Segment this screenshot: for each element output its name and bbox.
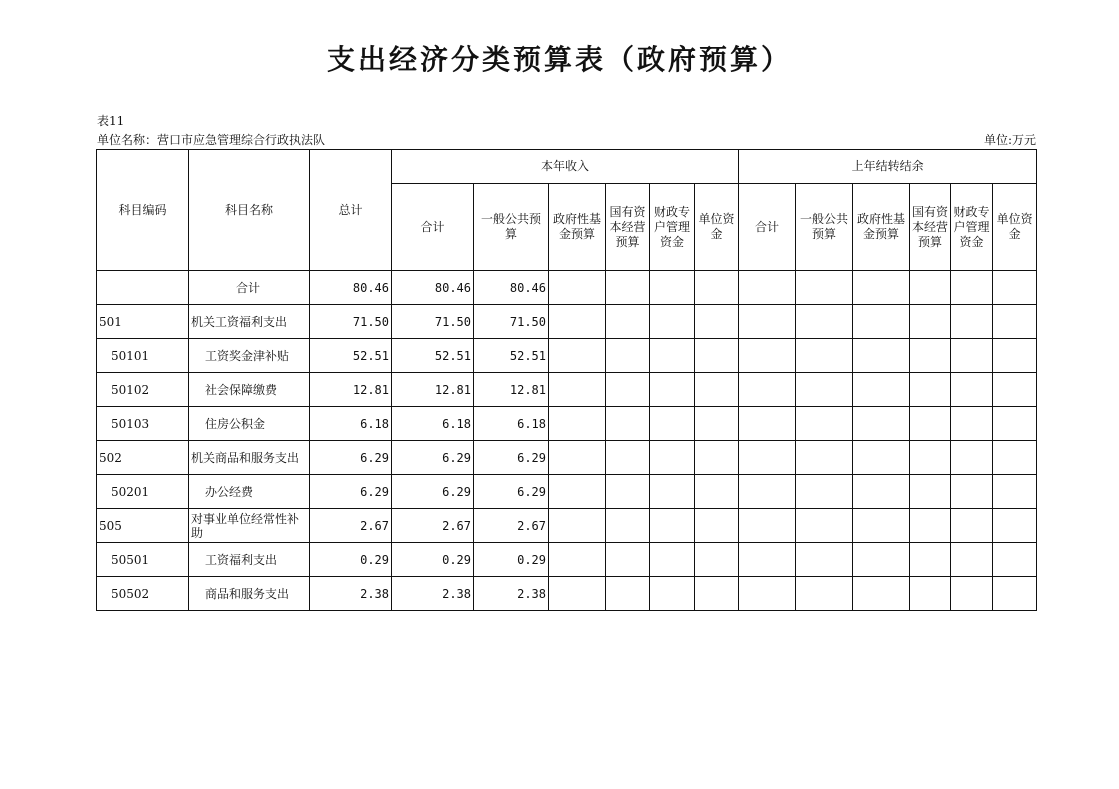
cell-empty	[739, 407, 796, 441]
cell-cy-total: 6.18	[392, 407, 474, 441]
header-cy-col-5: 单位资金	[695, 184, 739, 271]
cell-empty	[951, 407, 993, 441]
cell-empty	[549, 305, 606, 339]
cell-empty	[739, 373, 796, 407]
cell-empty	[650, 475, 695, 509]
cell-code	[97, 271, 189, 305]
cell-empty	[549, 339, 606, 373]
header-py-col-1: 一般公共预算	[796, 184, 853, 271]
cell-empty	[796, 577, 853, 611]
unit-name: 单位名称：营口市应急管理综合行政执法队	[97, 133, 326, 147]
table-row	[97, 339, 1037, 373]
cell-code: 50101	[97, 339, 189, 373]
cell-empty	[910, 373, 951, 407]
cell-empty	[606, 271, 650, 305]
table-row	[97, 305, 1037, 339]
cell-empty	[951, 305, 993, 339]
cell-empty	[853, 475, 910, 509]
cell-empty	[606, 475, 650, 509]
cell-empty	[650, 339, 695, 373]
cell-total: 2.38	[310, 577, 392, 611]
cell-name: 合计	[189, 271, 310, 305]
cell-total: 6.29	[310, 475, 392, 509]
cell-total: 71.50	[310, 305, 392, 339]
cell-empty	[739, 577, 796, 611]
cell-empty	[910, 305, 951, 339]
table-row	[97, 407, 1037, 441]
cell-total: 6.18	[310, 407, 392, 441]
cell-empty	[853, 577, 910, 611]
cell-empty	[796, 271, 853, 305]
cell-empty	[993, 339, 1037, 373]
cell-empty	[739, 543, 796, 577]
cell-empty	[910, 407, 951, 441]
cell-empty	[695, 373, 739, 407]
cell-code: 50102	[97, 373, 189, 407]
cell-empty	[993, 543, 1037, 577]
cell-empty	[853, 373, 910, 407]
table-row	[97, 373, 1037, 407]
cell-empty	[951, 543, 993, 577]
cell-code: 50502	[97, 577, 189, 611]
cell-name: 机关商品和服务支出	[189, 441, 310, 475]
cell-cy-general: 52.51	[474, 339, 549, 373]
cell-empty	[695, 271, 739, 305]
cell-name: 住房公积金	[189, 407, 310, 441]
cell-empty	[695, 475, 739, 509]
cell-empty	[796, 305, 853, 339]
cell-empty	[695, 305, 739, 339]
cell-name: 机关工资福利支出	[189, 305, 310, 339]
cell-empty	[650, 305, 695, 339]
cell-empty	[853, 339, 910, 373]
cell-cy-general: 80.46	[474, 271, 549, 305]
header-py-col-4: 财政专户管理资金	[951, 184, 993, 271]
currency-unit: 单位:万元	[983, 133, 1036, 147]
cell-empty	[650, 577, 695, 611]
cell-empty	[853, 407, 910, 441]
cell-empty	[606, 305, 650, 339]
cell-code: 502	[97, 441, 189, 475]
cell-empty	[993, 407, 1037, 441]
cell-empty	[993, 509, 1037, 543]
cell-empty	[549, 577, 606, 611]
table-row	[97, 475, 1037, 509]
cell-cy-general: 6.29	[474, 441, 549, 475]
cell-empty	[910, 577, 951, 611]
cell-empty	[993, 305, 1037, 339]
cell-empty	[650, 509, 695, 543]
header-cy-col-2: 政府性基金预算	[549, 184, 606, 271]
cell-cy-general: 0.29	[474, 543, 549, 577]
cell-empty	[853, 543, 910, 577]
cell-empty	[549, 475, 606, 509]
cell-cy-general: 6.18	[474, 407, 549, 441]
cell-name: 对事业单位经常性补助	[189, 509, 310, 543]
cell-empty	[951, 339, 993, 373]
cell-empty	[739, 339, 796, 373]
cell-name: 办公经费	[189, 475, 310, 509]
cell-empty	[993, 271, 1037, 305]
cell-empty	[951, 577, 993, 611]
cell-empty	[796, 543, 853, 577]
cell-total: 0.29	[310, 543, 392, 577]
cell-empty	[853, 441, 910, 475]
cell-empty	[910, 509, 951, 543]
cell-code: 50201	[97, 475, 189, 509]
cell-total: 80.46	[310, 271, 392, 305]
cell-empty	[650, 407, 695, 441]
cell-empty	[606, 577, 650, 611]
cell-empty	[650, 543, 695, 577]
header-prior-year: 上年结转结余	[739, 150, 1037, 184]
cell-empty	[549, 543, 606, 577]
cell-total: 12.81	[310, 373, 392, 407]
header-cy-col-0: 合计	[392, 184, 474, 271]
cell-cy-total: 6.29	[392, 475, 474, 509]
cell-empty	[853, 271, 910, 305]
cell-empty	[993, 475, 1037, 509]
cell-empty	[650, 441, 695, 475]
header-current-year: 本年收入	[392, 150, 739, 184]
cell-name: 工资奖金津补贴	[189, 339, 310, 373]
cell-empty	[951, 509, 993, 543]
cell-empty	[910, 475, 951, 509]
cell-empty	[951, 475, 993, 509]
cell-total: 52.51	[310, 339, 392, 373]
cell-cy-general: 6.29	[474, 475, 549, 509]
header-total: 总计	[310, 150, 392, 271]
cell-empty	[695, 441, 739, 475]
cell-empty	[650, 373, 695, 407]
cell-empty	[853, 509, 910, 543]
cell-empty	[796, 475, 853, 509]
cell-empty	[549, 509, 606, 543]
header-py-col-5: 单位资金	[993, 184, 1037, 271]
cell-empty	[606, 509, 650, 543]
cell-empty	[739, 509, 796, 543]
cell-total: 6.29	[310, 441, 392, 475]
cell-code: 50103	[97, 407, 189, 441]
cell-empty	[796, 339, 853, 373]
cell-empty	[695, 407, 739, 441]
cell-empty	[993, 441, 1037, 475]
header-py-col-2: 政府性基金预算	[853, 184, 910, 271]
cell-empty	[739, 441, 796, 475]
cell-empty	[606, 373, 650, 407]
header-py-col-0: 合计	[739, 184, 796, 271]
table-row	[97, 543, 1037, 577]
cell-cy-total: 6.29	[392, 441, 474, 475]
cell-empty	[650, 271, 695, 305]
cell-empty	[910, 271, 951, 305]
table-row	[97, 509, 1037, 543]
cell-empty	[606, 407, 650, 441]
cell-empty	[549, 407, 606, 441]
cell-empty	[695, 339, 739, 373]
cell-cy-total: 80.46	[392, 271, 474, 305]
cell-code: 501	[97, 305, 189, 339]
cell-cy-total: 12.81	[392, 373, 474, 407]
cell-empty	[549, 271, 606, 305]
cell-empty	[910, 441, 951, 475]
header-name: 科目名称	[189, 150, 310, 271]
cell-empty	[739, 475, 796, 509]
cell-cy-total: 2.67	[392, 509, 474, 543]
cell-cy-general: 2.67	[474, 509, 549, 543]
header-cy-col-1: 一般公共预算	[474, 184, 549, 271]
cell-cy-total: 2.38	[392, 577, 474, 611]
table-row	[97, 271, 1037, 305]
cell-empty	[695, 509, 739, 543]
cell-empty	[853, 305, 910, 339]
cell-empty	[796, 509, 853, 543]
cell-cy-total: 52.51	[392, 339, 474, 373]
header-py-col-3: 国有资本经营预算	[910, 184, 951, 271]
cell-empty	[796, 441, 853, 475]
cell-empty	[951, 441, 993, 475]
cell-empty	[739, 305, 796, 339]
page-title: 支出经济分类预算表（政府预算）	[326, 43, 792, 76]
cell-empty	[606, 543, 650, 577]
cell-empty	[739, 271, 796, 305]
cell-cy-general: 12.81	[474, 373, 549, 407]
cell-empty	[606, 441, 650, 475]
cell-empty	[606, 339, 650, 373]
cell-cy-total: 0.29	[392, 543, 474, 577]
cell-empty	[951, 373, 993, 407]
cell-empty	[549, 373, 606, 407]
cell-code: 505	[97, 509, 189, 543]
cell-empty	[796, 373, 853, 407]
cell-name: 商品和服务支出	[189, 577, 310, 611]
cell-total: 2.67	[310, 509, 392, 543]
cell-empty	[993, 373, 1037, 407]
cell-empty	[796, 407, 853, 441]
cell-cy-general: 2.38	[474, 577, 549, 611]
cell-cy-general: 71.50	[474, 305, 549, 339]
cell-empty	[549, 441, 606, 475]
table-row	[97, 577, 1037, 611]
header-code: 科目编码	[97, 150, 189, 271]
header-cy-col-4: 财政专户管理资金	[650, 184, 695, 271]
cell-name: 工资福利支出	[189, 543, 310, 577]
cell-empty	[951, 271, 993, 305]
cell-empty	[695, 577, 739, 611]
table-row	[97, 441, 1037, 475]
cell-name: 社会保障缴费	[189, 373, 310, 407]
cell-empty	[910, 339, 951, 373]
cell-empty	[910, 543, 951, 577]
cell-code: 50501	[97, 543, 189, 577]
cell-empty	[695, 543, 739, 577]
budget-table	[96, 149, 1037, 611]
header-cy-col-3: 国有资本经营预算	[606, 184, 650, 271]
cell-cy-total: 71.50	[392, 305, 474, 339]
table-number: 表11	[97, 114, 125, 128]
cell-empty	[993, 577, 1037, 611]
